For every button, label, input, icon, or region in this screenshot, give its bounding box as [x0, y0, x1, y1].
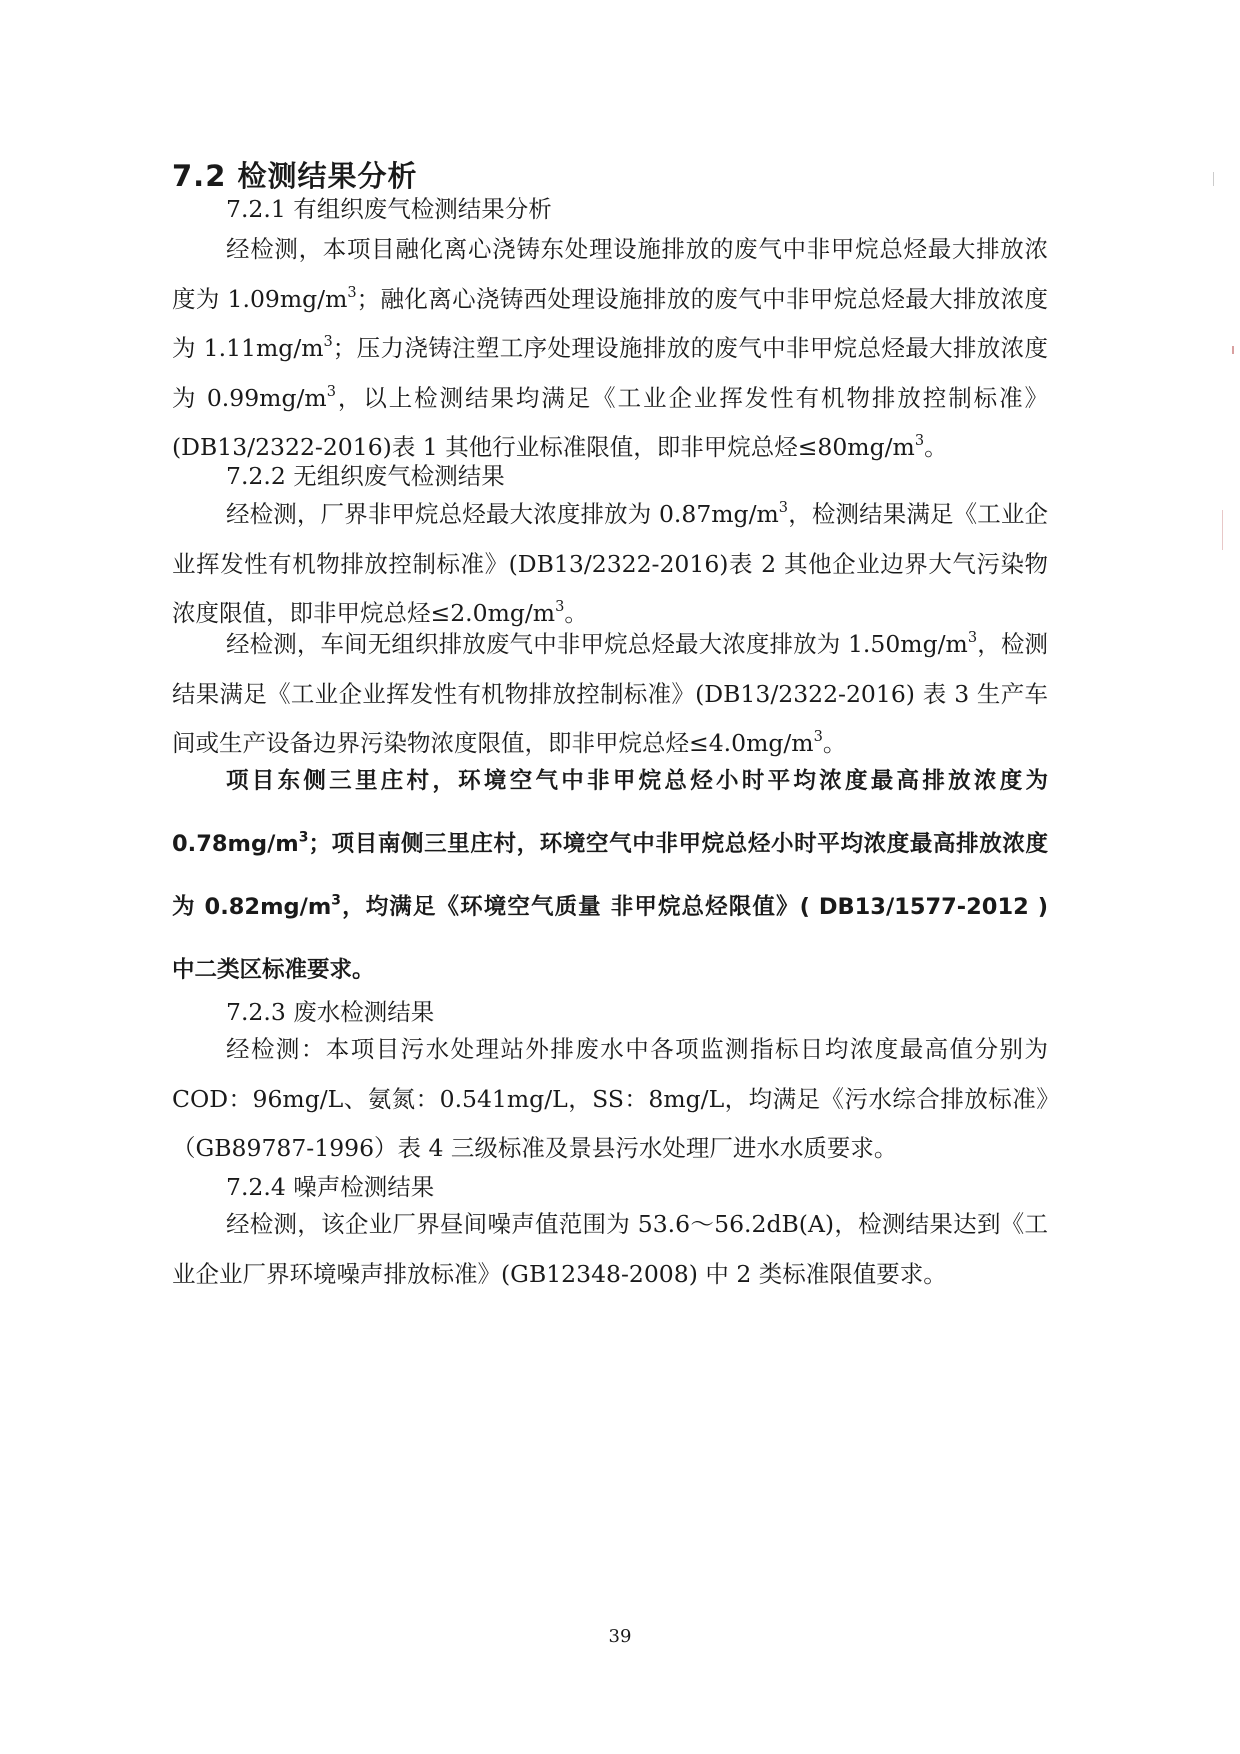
text-run: ，均满足《环境空气质量 非甲烷总烃限值》( DB13/1577-2012 ) 中二类区标准要求。	[172, 894, 1048, 983]
text-run: ；压力浇铸注塑工序处理设施排放的废气中非甲烷总烃最大排放浓度为 0.99mg/m	[172, 334, 1048, 412]
scan-mark	[1213, 172, 1214, 186]
superscript: 3	[323, 332, 333, 350]
subsection-heading-7-2-3: 7.2.3 废水检测结果	[226, 998, 435, 1026]
superscript: 3	[347, 283, 357, 301]
text-run: 经检测，厂界非甲烷总烃最大浓度排放为 0.87mg/m	[226, 500, 779, 528]
text-run: ；项目南侧三里庄村，环境空气中非甲烷总烃小时平均浓度最高排放浓度为 0.82mg/m	[172, 831, 1048, 920]
paragraph-ambient-air	[172, 750, 1048, 1002]
page-number: 39	[608, 1626, 632, 1647]
text-run: ，检测结果满足《工业企业挥发性有机物排放控制标准》(DB13/2322-2016)表 2 其他企业边界大气污染物浓度限值，即非甲烷总烃≤2.0mg/m	[172, 500, 1048, 627]
paragraph-wastewater	[172, 1025, 1048, 1174]
text-run: 。	[924, 433, 948, 461]
paragraph-text: 经检测，该企业厂界昼间噪声值范围为 53.6～56.2dB(A)，检测结果达到《工业企业厂界环境噪声排放标准》(GB12348-2008) 中 2 类标准限值要求。	[172, 1210, 1048, 1288]
paragraph-organized-exhaust	[172, 225, 1048, 473]
subsection-heading-7-2-1: 7.2.1 有组织废气检测结果分析	[226, 195, 552, 223]
superscript: 3	[914, 431, 925, 449]
scan-mark	[1232, 346, 1234, 354]
scan-mark	[1222, 510, 1223, 550]
paragraph-workshop-exhaust	[172, 620, 1048, 769]
text-run: 经检测，车间无组织排放废气中非甲烷总烃最大浓度排放为 1.50mg/m	[226, 630, 968, 658]
section-title: 7.2 检测结果分析	[172, 159, 418, 193]
superscript: 3	[813, 727, 823, 745]
text-run: ，以上检测结果均满足《工业企业挥发性有机物排放控制标准》(DB13/2322-2016)表 1 其他行业标准限值，即非甲烷总烃≤80mg/m	[172, 383, 1048, 461]
subsection-heading-7-2-2: 7.2.2 无组织废气检测结果	[226, 462, 505, 490]
text-run: 项目东侧三里庄村，环境空气中非甲烷总烃小时平均浓度最高排放浓度为 0.78mg/m	[172, 768, 1048, 857]
superscript: 3	[967, 628, 978, 646]
paragraph-boundary-exhaust	[172, 490, 1048, 639]
text-run: 。	[822, 729, 847, 757]
text-run: ，检测结果满足《工业企业挥发性有机物排放控制标准》(DB13/2322-2016) 表 3 生产车间或生产设备边界污染物浓度限值，即非甲烷总烃≤4.0mg/m	[172, 630, 1049, 757]
subsection-heading-7-2-4: 7.2.4 噪声检测结果	[226, 1173, 435, 1201]
superscript: 3	[331, 892, 341, 909]
superscript: 3	[326, 382, 336, 400]
text-run: ；融化离心浇铸西处理设施排放的废气中非甲烷总烃最大排放浓度为 1.11mg/m	[172, 284, 1049, 362]
superscript: 3	[778, 498, 789, 516]
text-run: 经检测，本项目融化离心浇铸东处理设施排放的废气中非甲烷总烃最大排放浓度为 1.09mg/m	[172, 235, 1048, 313]
paragraph-noise	[172, 1200, 1048, 1299]
superscript: 3	[298, 829, 309, 846]
paragraph-text: 经检测：本项目污水处理站外排废水中各项监测指标日均浓度最高值分别为 COD：96mg/L、氨氮：0.541mg/L，SS：8mg/L，均满足《污水综合排放标准》（GB89787-1996）表 4 三级标准及景县污水处理厂进水水质要求。	[172, 1035, 1048, 1162]
text-run: 。	[564, 599, 588, 627]
superscript: 3	[555, 597, 565, 615]
